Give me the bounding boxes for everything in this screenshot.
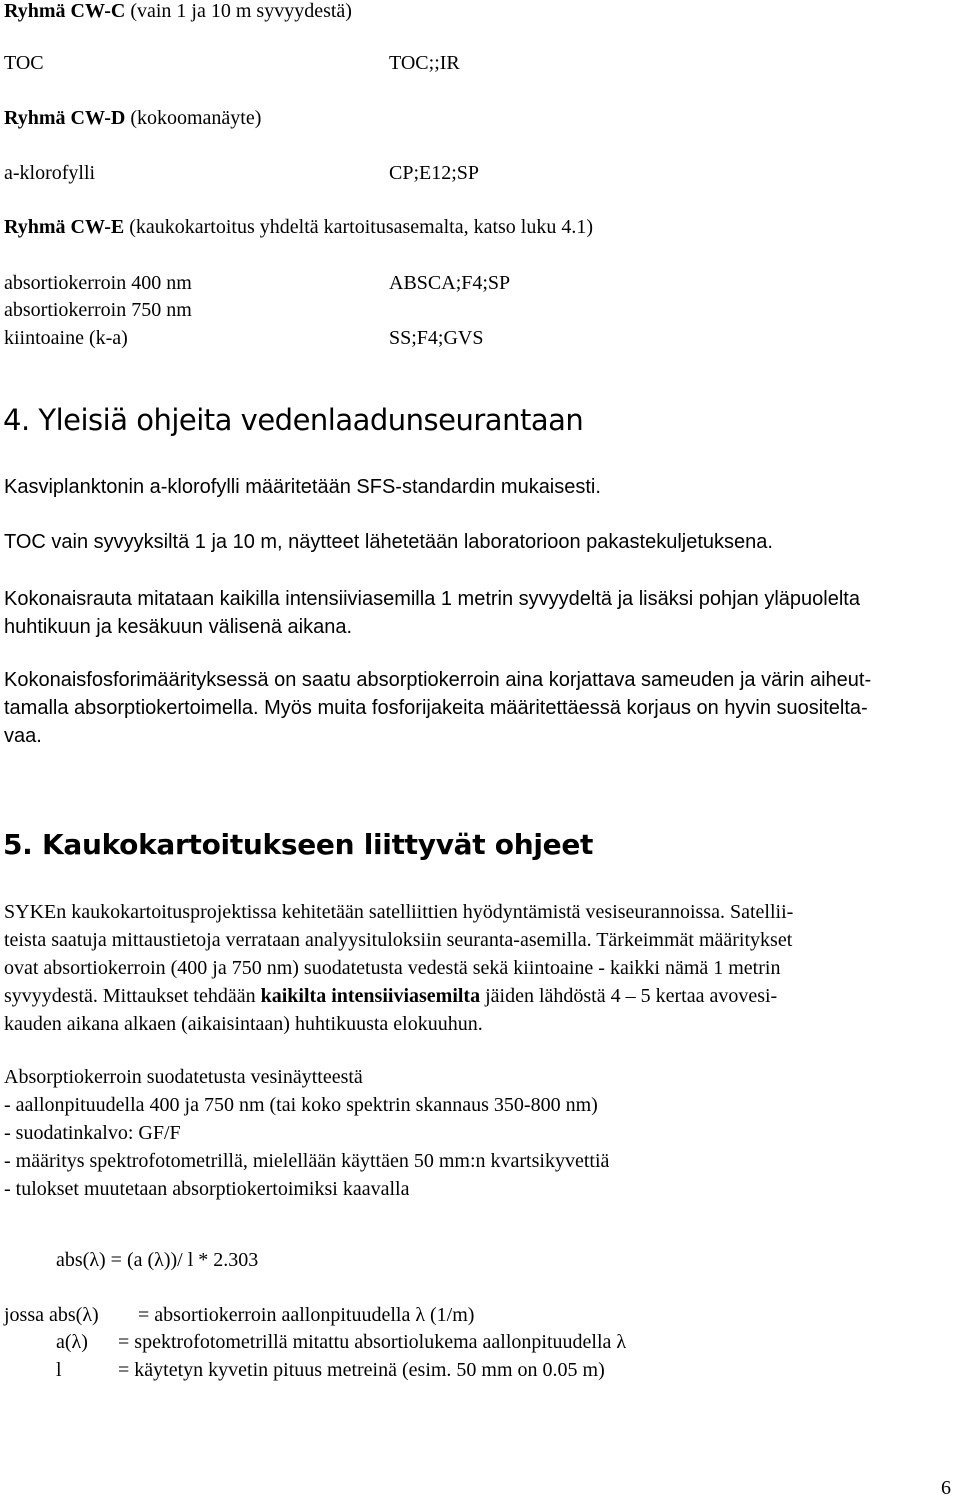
- absorption-code: ABSCA;F4;SP: [389, 272, 511, 294]
- group-cw-d-title: [4, 107, 261, 130]
- paragraph-line: SYKEn kaukokartoitusprojektissa kehitetään satelliittien hyödyntämistä vesiseurannoissa. Satellii-: [4, 901, 794, 923]
- definition-term-a: a(λ): [56, 1331, 88, 1353]
- paragraph-line: teista saatuja mittaustietoja verrataan analyysituloksiin seuranta-asemilla. Tärkeimmät määritykset: [4, 929, 793, 951]
- list-item: - tulokset muutetaan absorptiokertoimiksi kaavalla: [4, 1178, 410, 1200]
- section-5-heading: 5. Kaukokartoitukseen liittyvät ohjeet: [3, 828, 594, 861]
- toc-param: TOC: [4, 52, 44, 74]
- paragraph-line: [4, 982, 793, 1010]
- list-item: - määritys spektrofotometrillä, mielellään käyttäen 50 mm:n kvartsikyvettiä: [4, 1150, 610, 1172]
- kiintoaine-code: SS;F4;GVS: [389, 327, 484, 349]
- section-4-paragraph-2: TOC vain syvyyksiltä 1 ja 10 m, näytteet lähetetään laboratorioon pakastekuljetuksena.: [4, 531, 773, 553]
- list-title: Absorptiokerroin suodatetusta vesinäytteestä: [4, 1066, 363, 1088]
- line-text: syvyydestä. Mittaukset tehdään: [4, 985, 261, 1007]
- section-4-heading: 4. Yleisiä ohjeita vedenlaadunseurantaan: [3, 403, 584, 437]
- definition-term-abs: jossa abs(λ): [4, 1304, 99, 1326]
- formula: abs(λ) = (a (λ))/ l * 2.303: [56, 1249, 259, 1271]
- section-4-paragraph-3: [4, 585, 860, 641]
- group-cw-c-title: [4, 0, 352, 23]
- section-4-paragraph-1: Kasviplanktonin a-klorofylli määritetään SFS-standardin mukaisesti.: [4, 476, 601, 498]
- page-number: 6: [941, 1477, 951, 1499]
- toc-code: TOC;;IR: [389, 52, 460, 74]
- absorption-param-400: absortiokerroin 400 nm: [4, 272, 192, 294]
- group-cw-c-label: Ryhmä CW-C: [4, 0, 126, 22]
- paragraph-line: Kokonaisrauta mitataan kaikilla intensiiviasemilla 1 metrin syvyydeltä ja lisäksi pohjan yläpuolelta: [4, 588, 860, 610]
- paragraph-line: huhtikuun ja kesäkuun välisenä aikana.: [4, 616, 353, 638]
- paragraph-line: kauden aikana alkaen (aikaisintaan) huhtikuusta elokuuhun.: [4, 1013, 483, 1035]
- definition-l: = käytetyn kyvetin pituus metreinä (esim. 50 mm on 0.05 m): [118, 1359, 605, 1381]
- list-item: - aallonpituudella 400 ja 750 nm (tai koko spektrin skannaus 350-800 nm): [4, 1094, 598, 1116]
- group-cw-e-title: [4, 216, 593, 239]
- emphasis-text: kaikilta intensiiviasemilta: [260, 985, 481, 1007]
- section-4-paragraph-4: [4, 666, 871, 750]
- paragraph-line: ovat absortiokerroin (400 ja 750 nm) suodatetusta vedestä sekä kiintoaine - kaikki nämä 1 metrin: [4, 957, 781, 979]
- paragraph-line: vaa.: [4, 725, 42, 747]
- list-item: - suodatinkalvo: GF/F: [4, 1122, 181, 1144]
- paragraph-line: Kokonaisfosforimäärityksessä on saatu absorptiokerroin aina korjattava sameuden ja värin aiheut-: [4, 669, 872, 691]
- group-cw-d-label: Ryhmä CW-D: [4, 107, 126, 129]
- section-5-paragraph-1: [4, 898, 793, 1038]
- absorption-list: [4, 1063, 609, 1203]
- definition-term-l: l: [56, 1359, 62, 1381]
- absorption-param-750: absortiokerroin 750 nm: [4, 299, 192, 321]
- klorofylli-code: CP;E12;SP: [389, 162, 480, 184]
- group-cw-d-desc: (kokoomanäyte): [125, 107, 262, 129]
- paragraph-line: tamalla absorptiokertoimella. Myös muita fosforijakeita määritettäessä korjaus on hyvin suositelta-: [4, 697, 868, 719]
- group-cw-e-label: Ryhmä CW-E: [4, 216, 125, 238]
- group-cw-e-desc: (kaukokartoitus yhdeltä kartoitusasemalta, katso luku 4.1): [124, 216, 594, 238]
- definition-abs: = absortiokerroin aallonpituudella λ (1/m): [138, 1304, 475, 1326]
- line-text: jäiden lähdöstä 4 – 5 kertaa avovesi-: [480, 985, 778, 1007]
- klorofylli-param: a-klorofylli: [4, 162, 96, 184]
- group-cw-c-desc: (vain 1 ja 10 m syvyydestä): [125, 0, 352, 22]
- kiintoaine-param: kiintoaine (k-a): [4, 327, 128, 349]
- definition-a: = spektrofotometrillä mitattu absortiolukema aallonpituudella λ: [118, 1331, 627, 1353]
